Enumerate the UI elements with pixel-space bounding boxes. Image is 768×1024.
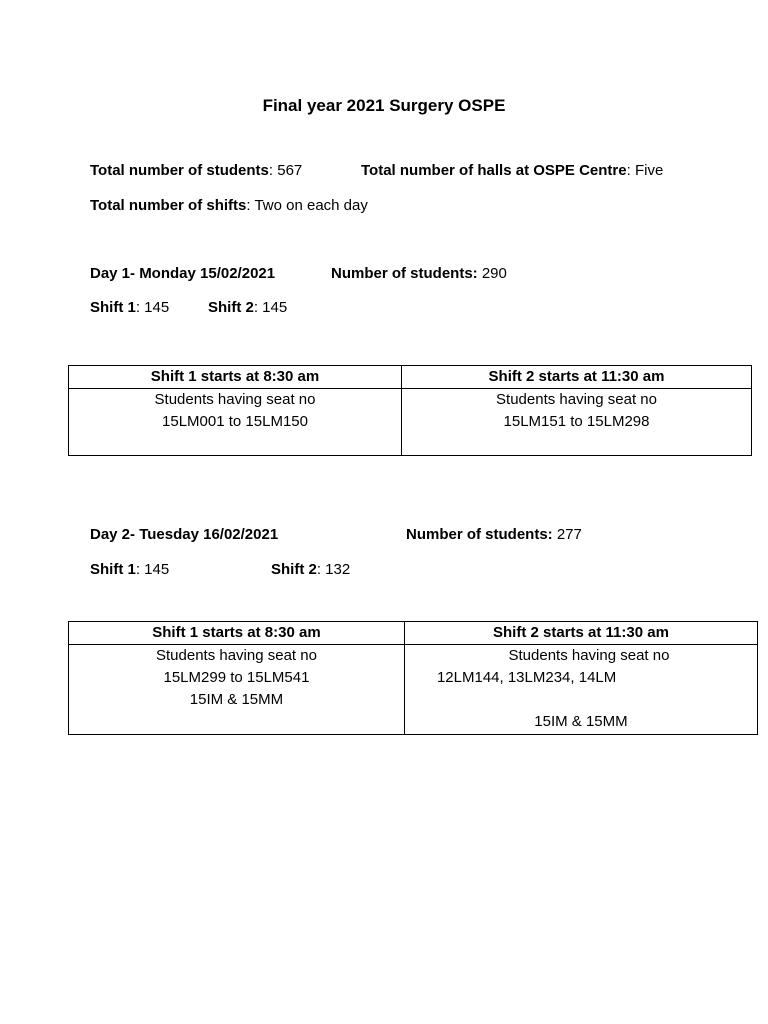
total-students-line [90, 162, 302, 179]
total-students-value: : 567 [268, 162, 303, 179]
day1-shift1-value: : 145 [135, 299, 170, 316]
cell-line: 15LM299 to 15LM541 [163, 669, 310, 686]
day1-schedule-table [68, 365, 752, 456]
total-shifts-value: : Two on each day [246, 197, 368, 214]
day1-shift1-count [90, 299, 169, 316]
document-title: Final year 2021 Surgery OSPE [262, 96, 506, 115]
day2-shift1-value: : 145 [135, 561, 170, 578]
cell-line: 15IM & 15MM [189, 691, 284, 708]
day2-shift2-count [271, 561, 350, 578]
day2-shift2-label: Shift 2 [271, 561, 317, 578]
day1-shift2-value: : 145 [253, 299, 288, 316]
day2-count-label: Number of students: [406, 526, 553, 543]
day1-student-count [331, 265, 507, 282]
day1-count-value: 290 [477, 265, 507, 282]
day1-shift2-header: Shift 2 starts at 11:30 am [402, 366, 752, 389]
total-students-label: Total number of students [90, 162, 269, 179]
day1-shift2-count [208, 299, 287, 316]
cell-line [405, 689, 757, 711]
cell-line: Students having seat no [496, 391, 657, 408]
table-header-row [69, 622, 758, 645]
cell-line: 15LM001 to 15LM150 [162, 413, 308, 430]
day2-heading-text: Day 2- Tuesday 16/02/2021 [90, 526, 279, 543]
day1-count-label: Number of students: [331, 265, 478, 282]
cell-line: Students having seat no [508, 647, 670, 664]
table-row [69, 645, 758, 735]
day1-shift1-header: Shift 1 starts at 8:30 am [69, 366, 402, 389]
day2-shift2-value: : 132 [316, 561, 351, 578]
day2-schedule-table [68, 621, 758, 735]
table-header-row [69, 366, 752, 389]
total-shifts-line [90, 197, 368, 214]
cell-line: 15LM151 to 15LM298 [503, 413, 650, 430]
table-row [69, 389, 752, 456]
day2-shift1-header: Shift 1 starts at 8:30 am [69, 622, 405, 645]
day2-count-value: 277 [552, 526, 582, 543]
day1-heading-text: Day 1- Monday 15/02/2021 [90, 265, 276, 282]
cell-line: 12LM144, 13LM234, 14LM [436, 669, 617, 686]
day2-shift1-label: Shift 1 [90, 561, 136, 578]
total-halls-line [361, 162, 663, 179]
day1-shift1-cell [69, 389, 402, 456]
cell-line: Students having seat no [156, 647, 317, 664]
day2-shift2-header: Shift 2 starts at 11:30 am [404, 622, 757, 645]
day1-heading [90, 265, 275, 282]
cell-line: 15IM & 15MM [534, 713, 628, 730]
total-halls-value: : Five [626, 162, 664, 179]
day2-heading [90, 526, 278, 543]
day2-student-count [406, 526, 582, 543]
day1-shift2-cell [402, 389, 752, 456]
day1-shift2-label: Shift 2 [208, 299, 254, 316]
total-shifts-label: Total number of shifts [90, 197, 247, 214]
day1-shift1-label: Shift 1 [90, 299, 136, 316]
total-halls-label: Total number of halls at OSPE Centre [361, 162, 627, 179]
day2-shift1-count [90, 561, 169, 578]
day2-shift1-cell [69, 645, 405, 735]
day2-shift2-cell [404, 645, 757, 735]
cell-line: Students having seat no [154, 391, 316, 408]
